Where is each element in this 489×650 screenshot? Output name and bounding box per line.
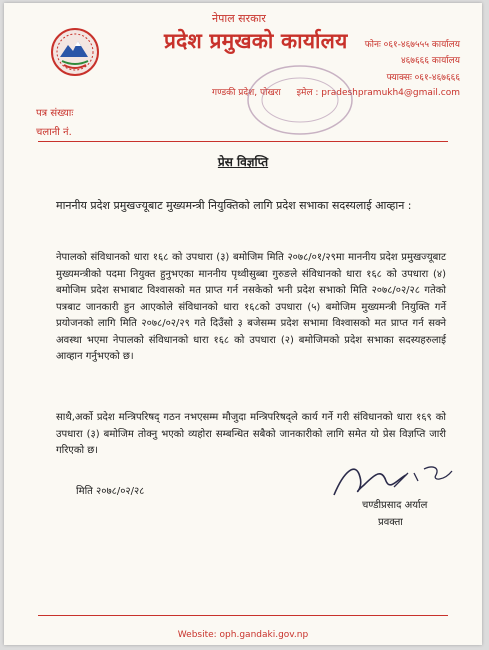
signatory-name: चण्डीप्रसाद अर्याल [362, 500, 428, 511]
gov-label: नेपाल सरकार [212, 12, 266, 25]
patra-sankhya-label: पत्र संख्याः [36, 108, 74, 119]
phone-1: फोनः ०६१-४६७५५५ कार्यालय [364, 40, 460, 50]
chalani-label: चलानी नं. [36, 127, 72, 138]
footer-divider [38, 615, 448, 616]
issue-date: मिति २०७८/०२/२८ [76, 486, 145, 497]
office-address: गण्डकी प्रदेश, पोखरा [212, 88, 281, 98]
header-divider [38, 141, 448, 142]
office-stamp-icon [240, 55, 360, 145]
email: इमेल : pradeshpramukh4@gmail.com [296, 88, 460, 98]
body-paragraph-2: साथै,अर्को प्रदेश मन्त्रिपरिषद् गठन नभएसम्म मौजुदा मन्त्रिपरिषद्ले कार्य गर्ने गरी संविधानको धारा १६९ को उपधारा (३) बमोजिम तोक्नु भएको व्यहोरा सम्बन्धित सबैको जानकारीको लागि समेत यो प्रेस विज्ञप्ति जारी गरिएको छ। [56, 412, 446, 456]
website-link[interactable]: Website: oph.gandaki.gov.np [177, 630, 309, 640]
document-page [4, 3, 482, 645]
subject-line: माननीय प्रदेश प्रमुखज्यूबाट मुख्यमन्त्री नियुक्तिको लागि प्रदेश सभाका सदस्यलाई आव्हान : [56, 199, 412, 212]
nepal-emblem-icon [50, 27, 100, 77]
body-paragraph-1: नेपालको संविधानको धारा १६८ को उपधारा (३) बमोजिम मिति २०७८/०१/२९मा माननीय प्रदेश प्रमुखज्यूबाट मुख्यमन्त्रीको पदमा नियुक्त हुनुभएका माननीय पृथ्वीसुब्बा गुरुङले संविधानको धारा १६८ को उपधारा (४) बमोजिम प्रदेश सभाबाट विश्वासको मत प्राप्त गर्न नसकेको भनी प्रदेश सभाको मिति २०७८/०२/२८ गतेको पत्रबाट जानकारी हुन आएकोले संविधानको धारा १६८को उपधारा (५) बमोजिम मुख्यमन्त्री नियुक्ति गर्ने प्रयोजनको लागि मिति २०७८/०२/२९ गते दिउँसो ३ बजेसम्म प्रदेश सभामा विश्वासको मत प्राप्त गर्न सक्ने अवस्था भएमा नेपालको संविधानको धारा १६८ को उपधारा (२) बमोजिमको प्रदेश सभाका सदस्यहरुलाई आव्हान गर्नुभएको छ। [56, 252, 446, 362]
signatory-role: प्रवक्ता [378, 517, 403, 528]
press-release-title: प्रेस विज्ञप्ति [217, 155, 269, 169]
office-title: प्रदेश प्रमुखको कार्यालय [164, 29, 348, 53]
phone-2: ४६७६६६ कार्यालय [400, 56, 460, 66]
fax: फ्याक्सः ०६१-४६७६६६ [386, 73, 460, 83]
